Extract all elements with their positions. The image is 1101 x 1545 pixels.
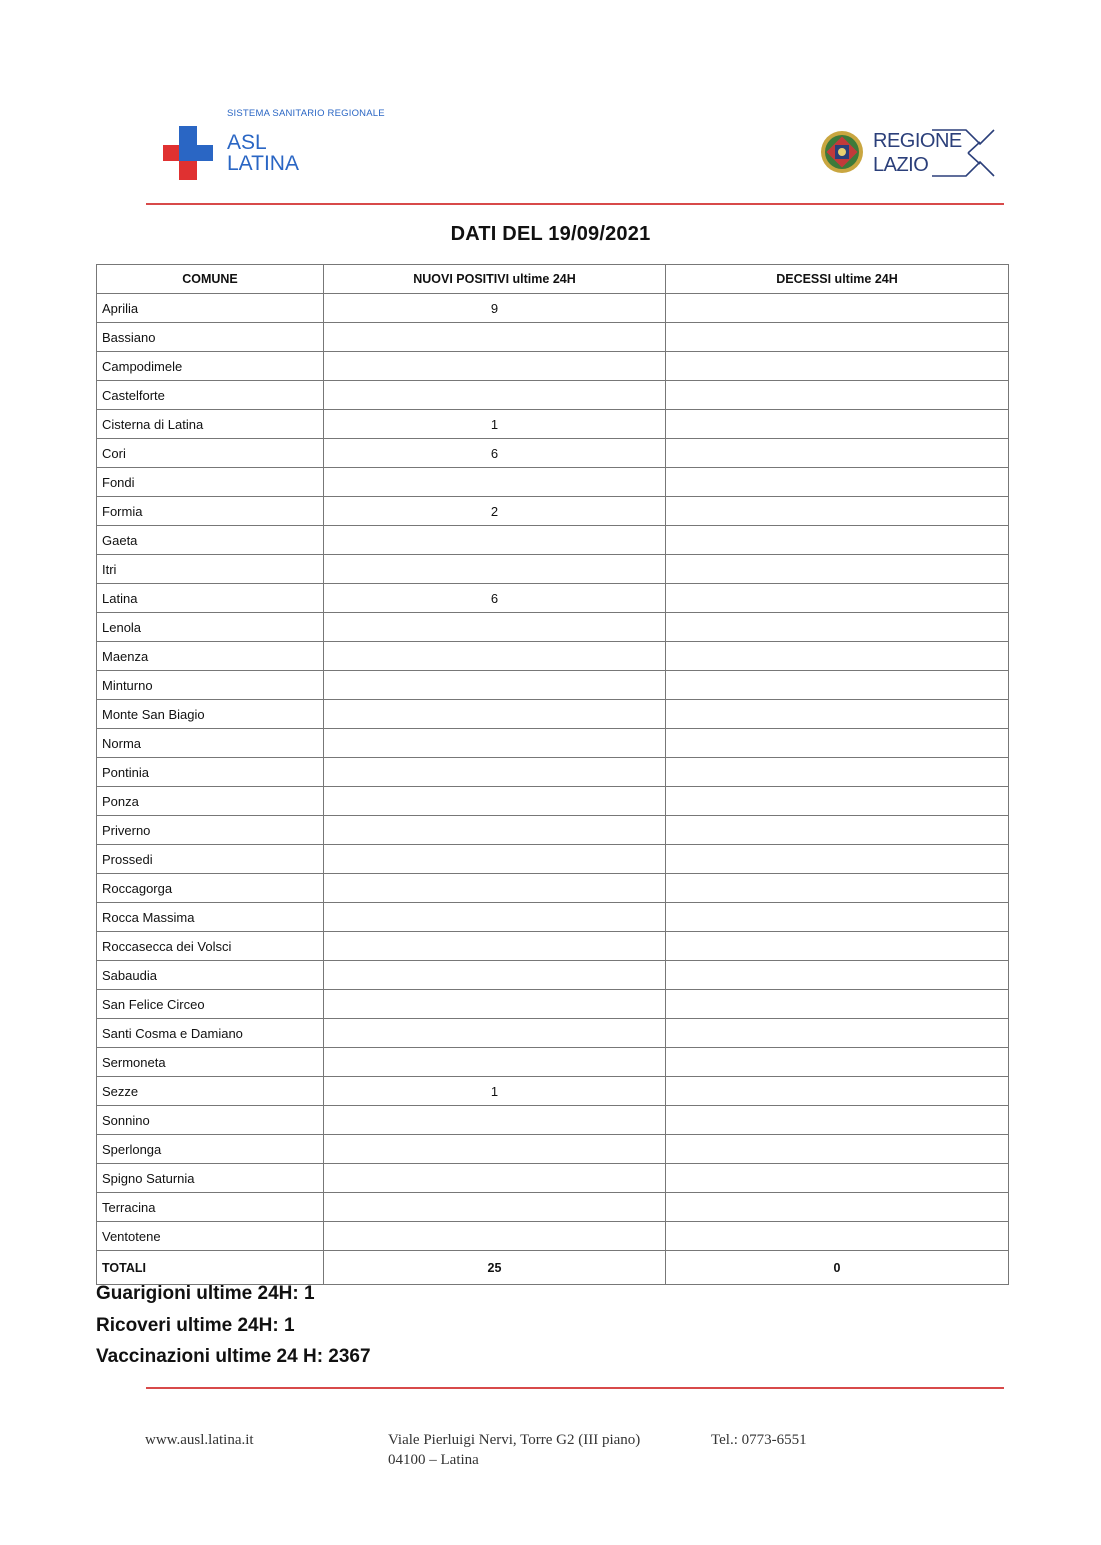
footer-address [388,1430,640,1470]
table-row [97,613,1009,642]
footer-website[interactable]: www.ausl.latina.it [145,1432,254,1448]
table-row [97,787,1009,816]
cell-positivi [324,1135,666,1164]
cell-positivi: 1 [324,410,666,439]
cell-decessi [666,584,1009,613]
cell-positivi [324,874,666,903]
asl-name-line1: ASL [227,131,267,154]
cell-positivi [324,787,666,816]
table-row [97,1135,1009,1164]
cell-positivi: 1 [324,1077,666,1106]
cell-positivi [324,845,666,874]
table-row [97,410,1009,439]
cell-decessi [666,845,1009,874]
asl-name-line2: LATINA [227,152,299,175]
regione-lazio-seal-icon [820,128,864,176]
footer-divider [146,1387,1004,1389]
cell-decessi [666,613,1009,642]
lazio-name-line1: REGIONE [873,130,962,152]
footer-phone: Tel.: 0773-6551 [711,1432,807,1448]
summary-ricoveri: Ricoveri ultime 24H: 1 [96,1315,295,1336]
cell-positivi [324,613,666,642]
cell-decessi [666,497,1009,526]
table-row [97,642,1009,671]
column-header-positivi: NUOVI POSITIVI ultime 24H [324,265,666,294]
cell-decessi [666,555,1009,584]
asl-subtitle: SISTEMA SANITARIO REGIONALE [227,108,385,119]
regione-lazio-logo [820,124,1000,184]
table-row [97,497,1009,526]
cell-comune: Gaeta [97,526,324,555]
cell-comune: Priverno [97,816,324,845]
cell-comune: Minturno [97,671,324,700]
table-row [97,526,1009,555]
table-row [97,555,1009,584]
cell-decessi [666,874,1009,903]
cell-comune: Formia [97,497,324,526]
cell-comune: Bassiano [97,323,324,352]
table-body [97,294,1009,1251]
cell-positivi [324,903,666,932]
totals-decessi: 0 [666,1251,1009,1285]
cell-comune: Terracina [97,1193,324,1222]
cell-decessi [666,526,1009,555]
cell-comune: Cisterna di Latina [97,410,324,439]
cell-comune: Monte San Biagio [97,700,324,729]
cell-decessi [666,1135,1009,1164]
table-row [97,874,1009,903]
cell-decessi [666,961,1009,990]
cell-decessi [666,1164,1009,1193]
table-row [97,468,1009,497]
cell-comune: Maenza [97,642,324,671]
cell-positivi [324,1193,666,1222]
table-row [97,758,1009,787]
cases-table [96,264,1009,1285]
cell-comune: Spigno Saturnia [97,1164,324,1193]
cell-positivi [324,323,666,352]
cell-comune: Sonnino [97,1106,324,1135]
table-row [97,845,1009,874]
table-row [97,990,1009,1019]
cell-decessi [666,1019,1009,1048]
cell-comune: Sezze [97,1077,324,1106]
summary-guarigioni: Guarigioni ultime 24H: 1 [96,1283,315,1304]
cell-decessi [666,816,1009,845]
cell-positivi [324,526,666,555]
cell-decessi [666,410,1009,439]
cell-positivi [324,1164,666,1193]
table-row [97,961,1009,990]
cell-comune: Cori [97,439,324,468]
cell-comune: Roccagorga [97,874,324,903]
cell-positivi [324,555,666,584]
cell-positivi: 2 [324,497,666,526]
table-row [97,903,1009,932]
asl-cross-icon [163,126,213,180]
footer-address-line1: Viale Pierluigi Nervi, Torre G2 (III piano) [388,1432,641,1448]
table-row [97,1019,1009,1048]
cell-decessi [666,352,1009,381]
summary-vaccinazioni: Vaccinazioni ultime 24 H: 2367 [96,1346,371,1367]
asl-latina-logo [163,108,423,188]
table-row [97,729,1009,758]
table-row [97,1077,1009,1106]
cell-decessi [666,787,1009,816]
table-row [97,671,1009,700]
cell-decessi [666,903,1009,932]
cell-decessi [666,1106,1009,1135]
cell-positivi [324,1019,666,1048]
cell-positivi [324,758,666,787]
page-title: DATI DEL 19/09/2021 [450,223,651,245]
cell-positivi [324,932,666,961]
cell-positivi [324,1106,666,1135]
table-row [97,381,1009,410]
cell-decessi [666,758,1009,787]
table-row [97,816,1009,845]
cell-comune: Sperlonga [97,1135,324,1164]
cell-decessi [666,1048,1009,1077]
table-row [97,439,1009,468]
cell-comune: Prossedi [97,845,324,874]
cell-comune: San Felice Circeo [97,990,324,1019]
cell-decessi [666,1222,1009,1251]
cell-comune: Sermoneta [97,1048,324,1077]
table-header-row [97,265,1009,294]
cell-decessi [666,990,1009,1019]
cell-comune: Rocca Massima [97,903,324,932]
cell-comune: Ventotene [97,1222,324,1251]
cell-decessi [666,642,1009,671]
footer-address-line2: 04100 – Latina [388,1452,479,1468]
cell-comune: Santi Cosma e Damiano [97,1019,324,1048]
cell-decessi [666,468,1009,497]
cell-comune: Fondi [97,468,324,497]
totals-row [97,1251,1009,1285]
cell-decessi [666,932,1009,961]
asl-name [227,132,299,174]
cell-positivi [324,642,666,671]
cell-decessi [666,729,1009,758]
cell-comune: Pontinia [97,758,324,787]
cell-positivi [324,671,666,700]
table-row [97,1222,1009,1251]
cell-positivi [324,1222,666,1251]
cell-comune: Roccasecca dei Volsci [97,932,324,961]
cell-comune: Campodimele [97,352,324,381]
cell-positivi: 6 [324,439,666,468]
table-row [97,1164,1009,1193]
cell-decessi [666,1077,1009,1106]
cell-comune: Itri [97,555,324,584]
cell-comune: Norma [97,729,324,758]
cell-positivi [324,700,666,729]
totals-label: TOTALI [97,1251,324,1285]
cell-positivi [324,990,666,1019]
cell-positivi [324,381,666,410]
cell-positivi: 6 [324,584,666,613]
cell-positivi [324,729,666,758]
cell-comune: Sabaudia [97,961,324,990]
table-row [97,584,1009,613]
cell-comune: Castelforte [97,381,324,410]
totals-positivi: 25 [324,1251,666,1285]
column-header-decessi: DECESSI ultime 24H [666,265,1009,294]
table-row [97,1048,1009,1077]
table-row [97,932,1009,961]
table-row [97,352,1009,381]
cell-positivi [324,1048,666,1077]
column-header-comune: COMUNE [97,265,324,294]
table-row [97,1106,1009,1135]
cell-decessi [666,1193,1009,1222]
table-row [97,700,1009,729]
cell-positivi: 9 [324,294,666,323]
table-row [97,1193,1009,1222]
regione-lazio-lines-icon [932,124,1000,182]
cell-decessi [666,439,1009,468]
cell-decessi [666,323,1009,352]
cell-positivi [324,961,666,990]
lazio-name-line2: LAZIO [873,154,929,176]
cell-decessi [666,294,1009,323]
cell-positivi [324,816,666,845]
table-row [97,323,1009,352]
cell-decessi [666,671,1009,700]
cell-comune: Latina [97,584,324,613]
header-divider [146,203,1004,205]
cell-comune: Ponza [97,787,324,816]
cell-comune: Aprilia [97,294,324,323]
cell-comune: Lenola [97,613,324,642]
cell-positivi [324,468,666,497]
cell-decessi [666,700,1009,729]
table-row [97,294,1009,323]
cell-decessi [666,381,1009,410]
cell-positivi [324,352,666,381]
